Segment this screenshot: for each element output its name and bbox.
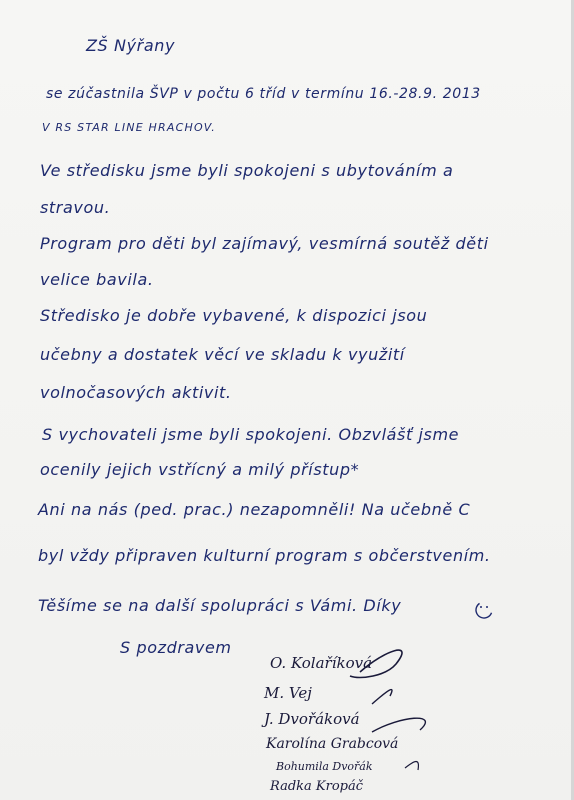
letter-line-4: stravou. bbox=[40, 198, 111, 217]
letter-line-5: Program pro děti byl zajímavý, vesmírná soutěž děti bbox=[40, 234, 489, 253]
signature-3: J. Dvořáková bbox=[264, 710, 360, 728]
letter-line-13: byl vždy připraven kulturní program s občerstvením. bbox=[38, 546, 491, 565]
letter-header: ZŠ Nýřany bbox=[86, 36, 176, 55]
signature-1: O. Kolaříková bbox=[270, 654, 373, 672]
letter-line-2: V RS STAR LINE HRACHOV. bbox=[42, 121, 216, 134]
letter-line-8: učebny a dostatek věcí ve skladu k využití bbox=[40, 345, 405, 364]
letter-line-3: Ve středisku jsme byli spokojeni s ubytováním a bbox=[40, 161, 454, 180]
letter-closing: S pozdravem bbox=[120, 638, 232, 657]
letter-line-11: ocenily jejich vstřícný a milý přístup* bbox=[40, 460, 360, 479]
letter-line-14: Těšíme se na další spolupráci s Vámi. Díky bbox=[38, 596, 402, 615]
letter-line-10: S vychovateli jsme byli spokojeni. Obzvlášť jsme bbox=[42, 425, 460, 444]
signature-5: Bohumila Dvořák bbox=[276, 760, 373, 773]
signature-4: Karolína Grabcová bbox=[266, 736, 399, 752]
letter-line-6: velice bavila. bbox=[40, 270, 154, 289]
letter-line-1: se zúčastnila ŠVP v počtu 6 tříd v termínu 16.-28.9. 2013 bbox=[46, 86, 481, 102]
letter-line-7: Středisko je dobře vybavené, k dispozici jsou bbox=[40, 306, 428, 325]
letter-line-9: volnočasových aktivit. bbox=[40, 383, 232, 402]
signature-6: Radka Kropáč bbox=[270, 779, 364, 794]
signature-2: M. Vej bbox=[264, 684, 312, 702]
letter-line-12: Ani na nás (ped. prac.) nezapomněli! Na učebně C bbox=[38, 500, 471, 519]
